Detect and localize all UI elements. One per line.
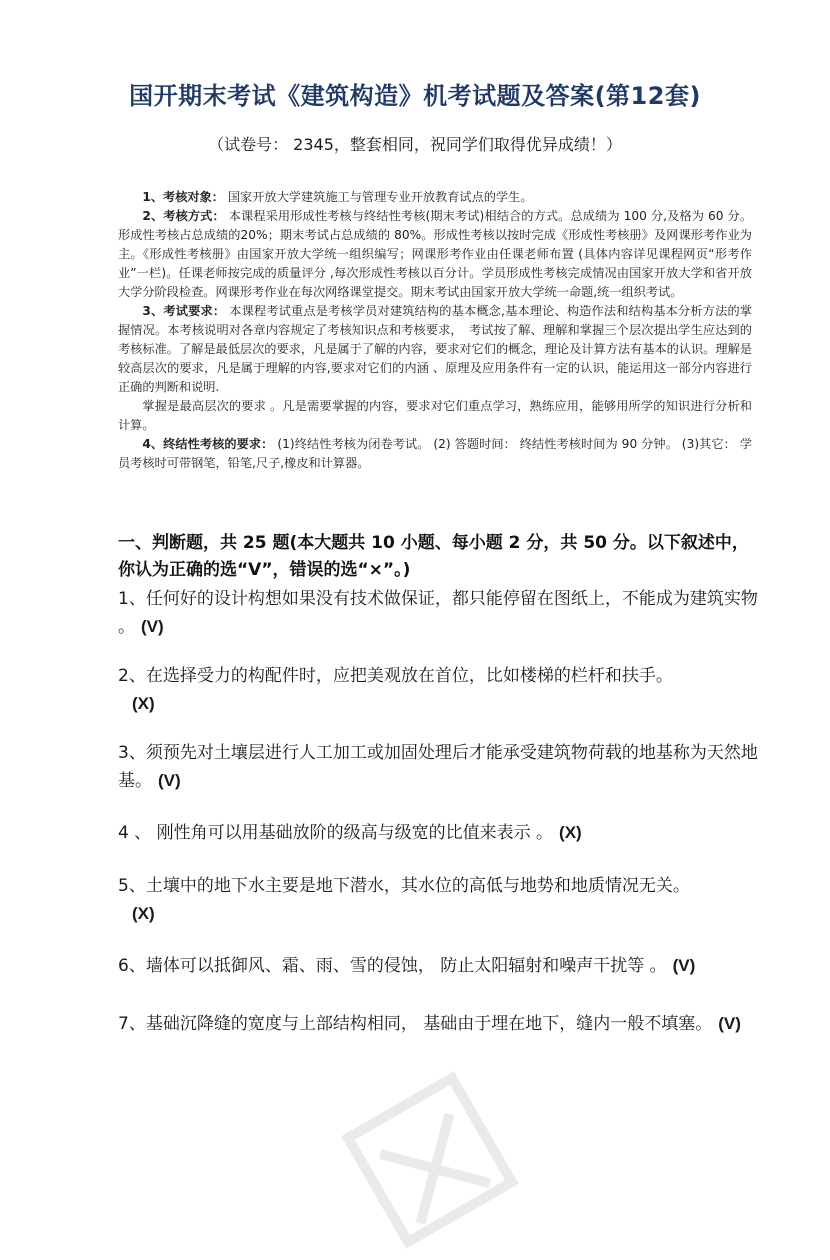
instruction-2 xyxy=(118,207,752,302)
question-3 xyxy=(118,740,758,795)
question-answer: (X) xyxy=(132,694,155,713)
instruction-2-label: 2、考核方式： xyxy=(142,209,225,223)
question-1 xyxy=(118,586,758,641)
question-answer: (V) xyxy=(718,1014,741,1033)
question-text: 4 、 刚性角可以用基础放阶的级高与级宽的比值来表示 。 xyxy=(118,823,554,843)
question-text: 2、在选择受力的构配件时，应把美观放在首位，比如楼梯的栏杆和扶手。 xyxy=(118,666,673,686)
instruction-1-label: 1、考核对象： xyxy=(142,190,224,204)
question-answer: (V) xyxy=(672,956,696,975)
question-7 xyxy=(118,1010,758,1038)
question-text: 3、须预先对土壤层进行人工加工或加固处理后才能承受建筑物荷载的地基称为天然地基。 xyxy=(118,743,758,791)
instruction-3-text: 本课程考试重点是考核学员对建筑结构的基本概念,基本理论、构造作法和结构基本分析方法的掌握情况。本考核说明对各章内容规定了考核知识点和考核要求， 考试按了解、理解和掌握三个层次提出学生应达到的考核标准。了解是最低层次的要求，凡是属于了解的内容，要求对它们的概念，理论及计算方法有基本的认识。理解是较高层次的要求，凡是属于理解的内容,要求对它们的内涵 、原理及应用条件有一定的认识，能运用这一部分内容进行正确的判断和说明. xyxy=(118,304,753,394)
question-answer: (X) xyxy=(559,823,582,842)
instruction-1-text: 国家开放大学建筑施工与管理专业开放教育试点的学生。 xyxy=(227,190,533,204)
question-2 xyxy=(118,663,758,718)
question-text: 7、基础沉降缝的宽度与上部结构相同， 基础由于埋在地下，缝内一般不填塞。 xyxy=(118,1014,713,1034)
instruction-2-text: 本课程采用形成性考核与终结性考核(期末考试)相结合的方式。总成绩为 100 分,及格为 60 分。形成性考核占总成绩的20%；期末考试占总成绩的 80%。形成性考核以按时完成《形成性考核册》及网课形考作业为主。《形成性考核册》由国家开放大学统一组织编写；网课形考作业由任课老师布置 (具体内容详见课程网页“形考作业”一栏)。任课老师按完成的质量评分 ,每次形成性考核以百分计。学员形成性考核完成情况由国家开放大学和省开放大学分阶段检查。网课形考作业在每次网络课堂提交。期末考试由国家开放大学统一命题,统一组织考试。 xyxy=(118,209,753,299)
instruction-3 xyxy=(118,302,752,397)
question-answer: (V) xyxy=(141,617,164,636)
question-answer: (X) xyxy=(132,904,155,923)
watermark-logo-icon xyxy=(330,1060,530,1260)
question-answer: (V) xyxy=(158,771,181,790)
instruction-4-label: 4、终结性考核的要求： xyxy=(142,437,274,451)
question-5 xyxy=(118,873,758,928)
instruction-3-continued: 掌握是最高层次的要求 。凡是需要掌握的内容，要求对它们重点学习，熟练应用，能够用所学的知识进行分析和计算。 xyxy=(118,399,752,432)
instruction-3-label: 3、考试要求： xyxy=(142,304,226,318)
question-4 xyxy=(118,819,758,847)
question-text: 1、任何好的设计构想如果没有技术做保证，都只能停留在图纸上，不能成为建筑实物 。 xyxy=(118,589,758,637)
document-title: 国开期末考试《建筑构造》机考试题及答案(第12套) xyxy=(129,82,701,110)
section-heading: 一、判断题，共 25 题(本大题共 10 小题、每小题 2 分，共 50 分。以下叙述中，你认为正确的选“V”，错误的选“×”。) xyxy=(118,533,749,580)
document-subtitle: （试卷号： 2345，整套相同，祝同学们取得优异成绩！） xyxy=(208,135,622,154)
question-text: 5、土壤中的地下水主要是地下潜水，其水位的高低与地势和地质情况无关。 xyxy=(118,876,690,896)
exam-instructions xyxy=(118,188,752,473)
instruction-1 xyxy=(118,188,752,207)
instruction-4-text: (1)终结性考核为闭卷考试。 (2) 答题时间： 终结性考核时间为 90 分钟。 (3)其它： 学员考核时可带钢笔，铅笔,尺子,橡皮和计算器。 xyxy=(118,437,753,470)
question-text: 6、墙体可以抵御风、霜、雨、雪的侵蚀， 防止太阳辐射和噪声干扰等 。 xyxy=(118,956,667,976)
instruction-4 xyxy=(118,435,752,473)
question-6 xyxy=(118,952,758,980)
